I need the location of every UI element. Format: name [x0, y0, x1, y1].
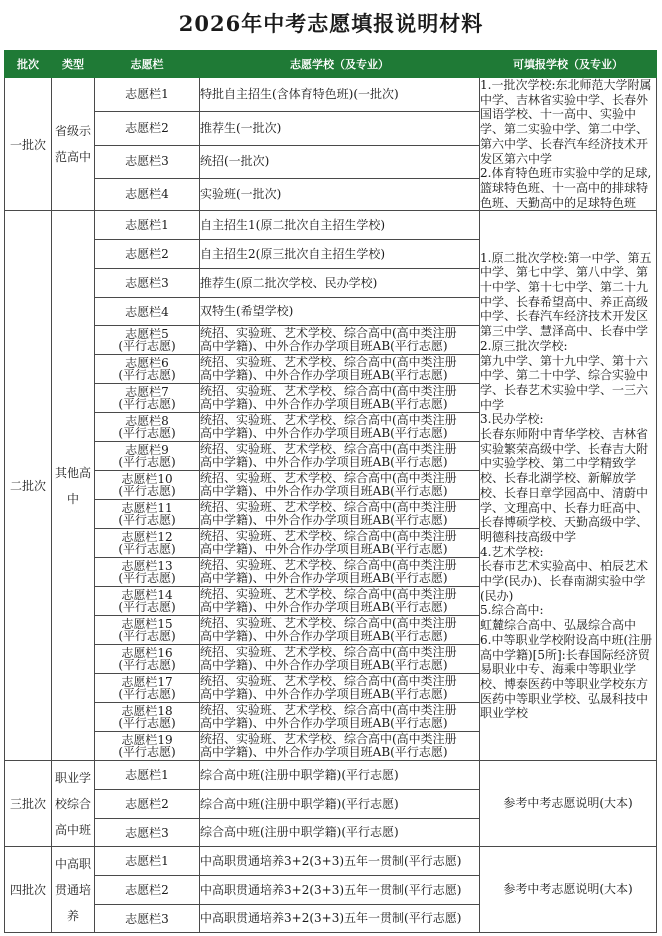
column-label: 志愿栏4 [125, 187, 169, 202]
type-cell: 中高职贯通培养 [52, 847, 95, 933]
header-type: 类型 [52, 51, 95, 78]
column-cell [95, 413, 200, 442]
school-text: 综合高中班(注册中职学籍)(平行志愿) [200, 767, 399, 782]
column-cell [95, 616, 200, 645]
school-text-line2: 高中学籍)、中外合作办学项目班AB(平行志愿) [200, 687, 448, 702]
school-cell [200, 298, 480, 326]
eligible-note: 虹麓综合高中、弘晟综合高中 [480, 618, 637, 633]
school-text-line1: 统招、实验班、艺术学校、综合高中(高中类注册 [200, 644, 457, 659]
school-text: 综合高中班(注册中职学籍)(平行志愿) [200, 825, 399, 840]
column-cell [95, 471, 200, 500]
column-label: 志愿栏7 [125, 384, 169, 399]
school-text-line1: 统招、实验班、艺术学校、综合高中(高中类注册 [200, 354, 457, 369]
table-body [5, 78, 657, 933]
batch-cell: 一批次 [5, 78, 52, 211]
header-school: 志愿学校（及专业） [200, 51, 480, 78]
column-sublabel: (平行志愿) [118, 484, 176, 499]
eligible-note: 4.艺术学校: [480, 544, 544, 559]
school-cell [200, 240, 480, 269]
school-cell [200, 645, 480, 674]
column-cell [95, 645, 200, 674]
school-cell [200, 732, 480, 761]
table-row [5, 211, 657, 240]
school-text-line2: 高中学籍)、中外合作办学项目班AB(平行志愿) [200, 513, 448, 528]
school-cell [200, 145, 480, 178]
column-sublabel: (平行志愿) [118, 571, 176, 586]
column-cell [95, 326, 200, 355]
batch-cell: 四批次 [5, 847, 52, 933]
column-label: 志愿栏10 [121, 471, 173, 486]
header-batch: 批次 [5, 51, 52, 78]
eligible-schools-cell [480, 761, 657, 847]
school-text-line1: 统招、实验班、艺术学校、综合高中(高中类注册 [200, 441, 457, 456]
column-sublabel: (平行志愿) [118, 455, 176, 470]
column-label: 志愿栏3 [125, 825, 169, 840]
column-sublabel: (平行志愿) [118, 687, 176, 702]
eligible-note: 2.原三批次学校: [480, 338, 568, 353]
column-label: 志愿栏15 [121, 616, 173, 631]
table-header-row [5, 51, 657, 78]
eligible-note: 6.中等职业学校附设高中班(注册高中学籍)[5所]:长春国际经济贸易职业中专、海乘中等职业学校、博泰医药中等职业学校东方医药中等职业学校、弘晟科技中职业学校 [480, 632, 653, 721]
column-sublabel: (平行志愿) [118, 426, 176, 441]
school-cell [200, 847, 480, 876]
column-label: 志愿栏1 [125, 854, 169, 869]
column-cell [95, 876, 200, 905]
school-text-line2: 高中学籍)、中外合作办学项目班AB(平行志愿) [200, 542, 448, 557]
eligible-note: 参考中考志愿说明(大本) [503, 882, 633, 897]
table-row [5, 761, 657, 790]
school-cell [200, 616, 480, 645]
school-cell [200, 587, 480, 616]
school-cell [200, 674, 480, 703]
school-text: 双特生(希望学校) [200, 304, 294, 319]
column-sublabel: (平行志愿) [118, 542, 176, 557]
school-text-line2: 高中学籍)、中外合作办学项目班AB(平行志愿) [200, 455, 448, 470]
eligible-note: 参考中考志愿说明(大本) [503, 796, 633, 811]
school-text: 推荐生(原二批次学校、民办学校) [200, 275, 378, 290]
column-label: 志愿栏9 [125, 442, 169, 457]
column-sublabel: (平行志愿) [118, 368, 176, 383]
school-text-line2: 高中学籍)、中外合作办学项目班AB(平行志愿) [200, 484, 448, 499]
eligible-note: 3.民办学校: [480, 412, 544, 427]
column-cell [95, 178, 200, 211]
column-label: 志愿栏1 [125, 87, 169, 102]
school-text-line1: 统招、实验班、艺术学校、综合高中(高中类注册 [200, 528, 457, 543]
column-cell [95, 732, 200, 761]
school-cell [200, 876, 480, 905]
eligible-note: 长春市艺术实验高中、柏辰艺术中学(民办)、长春南湖实验中学(民办) [480, 559, 649, 603]
column-cell [95, 674, 200, 703]
school-cell [200, 178, 480, 211]
school-cell [200, 790, 480, 819]
school-text: 自主招生2(原三批次自主招生学校) [200, 246, 385, 261]
column-cell [95, 500, 200, 529]
school-text: 综合高中班(注册中职学籍)(平行志愿) [200, 796, 399, 811]
column-label: 志愿栏3 [125, 276, 169, 291]
school-text: 自主招生1(原二批次自主招生学校) [200, 217, 385, 232]
page-title: 2026年中考志愿填报说明材料 [178, 11, 484, 36]
column-label: 志愿栏6 [125, 355, 169, 370]
column-label: 志愿栏2 [125, 121, 169, 136]
school-text-line2: 高中学籍)、中外合作办学项目班AB(平行志愿) [200, 426, 448, 441]
eligible-schools-cell [480, 211, 657, 761]
column-cell [95, 442, 200, 471]
column-sublabel: (平行志愿) [118, 745, 176, 760]
school-text-line2: 高中学籍)、中外合作办学项目班AB(平行志愿) [200, 368, 448, 383]
school-cell [200, 529, 480, 558]
school-text-line2: 高中学籍)、中外合作办学项目班AB(平行志愿) [200, 658, 448, 673]
type-cell: 省级示范高中 [52, 78, 95, 211]
school-text-line1: 统招、实验班、艺术学校、综合高中(高中类注册 [200, 673, 457, 688]
column-label: 志愿栏13 [121, 558, 173, 573]
eligible-note: 1.一批次学校:东北师范大学附属中学、吉林省实验中学、长春外国语学校、十一高中、实验中学、第二实验中学、第二中学、第六中学、长春汽车经济技术开发区第六中学 [480, 78, 652, 166]
column-label: 志愿栏2 [125, 883, 169, 898]
school-text-line1: 统招、实验班、艺术学校、综合高中(高中类注册 [200, 325, 457, 340]
school-cell [200, 500, 480, 529]
column-cell [95, 269, 200, 298]
school-text: 中高职贯通培养3+2(3+3)五年一贯制(平行志愿) [200, 882, 462, 897]
school-cell [200, 442, 480, 471]
school-text-line2: 高中学籍)、中外合作办学项目班AB(平行志愿) [200, 600, 448, 615]
volunteer-table [4, 50, 657, 933]
column-cell [95, 587, 200, 616]
column-label: 志愿栏14 [121, 587, 173, 602]
column-cell [95, 761, 200, 790]
column-cell [95, 905, 200, 933]
batch-cell: 三批次 [5, 761, 52, 847]
column-label: 志愿栏3 [125, 911, 169, 926]
school-text-line1: 统招、实验班、艺术学校、综合高中(高中类注册 [200, 557, 457, 572]
column-sublabel: (平行志愿) [118, 397, 176, 412]
eligible-note: 5.综合高中: [480, 603, 544, 618]
table-row [5, 847, 657, 876]
school-text: 推荐生(一批次) [200, 120, 282, 135]
column-label: 志愿栏17 [121, 674, 173, 689]
column-cell [95, 384, 200, 413]
eligible-schools-cell [480, 78, 657, 211]
school-text-line2: 高中学籍)、中外合作办学项目班AB(平行志愿) [200, 629, 448, 644]
school-cell [200, 78, 480, 112]
column-label: 志愿栏8 [125, 413, 169, 428]
school-text-line2: 高中学籍)、中外合作办学项目班AB(平行志愿) [200, 397, 448, 412]
school-cell [200, 384, 480, 413]
eligible-schools-cell [480, 847, 657, 933]
column-cell [95, 355, 200, 384]
school-text: 统招(一批次) [200, 153, 270, 168]
school-text-line2: 高中学籍)、中外合作办学项目班AB(平行志愿) [200, 571, 448, 586]
school-text-line1: 统招、实验班、艺术学校、综合高中(高中类注册 [200, 470, 457, 485]
school-cell [200, 355, 480, 384]
column-cell [95, 211, 200, 240]
school-cell [200, 471, 480, 500]
school-cell [200, 211, 480, 240]
column-sublabel: (平行志愿) [118, 513, 176, 528]
column-cell [95, 298, 200, 326]
school-cell [200, 761, 480, 790]
table-row [5, 78, 657, 112]
header-column: 志愿栏 [95, 51, 200, 78]
school-cell [200, 326, 480, 355]
batch-cell: 二批次 [5, 211, 52, 761]
type-cell: 其他高中 [52, 211, 95, 761]
school-text: 实验班(一批次) [200, 186, 282, 201]
column-sublabel: (平行志愿) [118, 600, 176, 615]
column-label: 志愿栏18 [121, 703, 173, 718]
column-label: 志愿栏4 [125, 304, 169, 319]
school-text-line1: 统招、实验班、艺术学校、综合高中(高中类注册 [200, 383, 457, 398]
column-cell [95, 703, 200, 732]
column-cell [95, 529, 200, 558]
column-cell [95, 240, 200, 269]
school-text-line1: 统招、实验班、艺术学校、综合高中(高中类注册 [200, 702, 457, 717]
column-label: 志愿栏12 [121, 529, 173, 544]
column-label: 志愿栏1 [125, 768, 169, 783]
school-text: 特批自主招生(含体育特色班)(一批次) [200, 86, 399, 101]
type-cell: 职业学校综合高中班 [52, 761, 95, 847]
header-eligible: 可填报学校（及专业） [480, 51, 657, 78]
column-cell [95, 558, 200, 587]
column-label: 志愿栏1 [125, 218, 169, 233]
school-cell [200, 111, 480, 145]
column-sublabel: (平行志愿) [118, 629, 176, 644]
school-text-line1: 统招、实验班、艺术学校、综合高中(高中类注册 [200, 615, 457, 630]
column-label: 志愿栏3 [125, 154, 169, 169]
eligible-note: 1.原二批次学校:第一中学、第五中学、第七中学、第八中学、第十中学、第十七中学、第二十九中学、长春希望高中、养正高级中学、长春汽车经济技术开发区第三中学、慧泽高中、长春中学 [480, 250, 652, 339]
eligible-note: 第九中学、第十九中学、第十六中学、第二十中学、综合实验中学、长春艺术实验中学、一三六中学 [480, 353, 649, 412]
school-cell [200, 819, 480, 847]
school-text-line1: 统招、实验班、艺术学校、综合高中(高中类注册 [200, 586, 457, 601]
column-sublabel: (平行志愿) [118, 658, 176, 673]
school-text-line2: 高中学籍)、中外合作办学项目班AB(平行志愿) [200, 745, 448, 760]
school-text-line1: 统招、实验班、艺术学校、综合高中(高中类注册 [200, 499, 457, 514]
school-text-line1: 统招、实验班、艺术学校、综合高中(高中类注册 [200, 412, 457, 427]
column-cell [95, 78, 200, 112]
eligible-note: 2.体育特色班市实验中学的足球,篮球特色班、十一高中的排球特色班、天勤高中的足球特色班 [480, 166, 652, 210]
school-cell [200, 703, 480, 732]
school-text-line2: 高中学籍)、中外合作办学项目班AB(平行志愿) [200, 716, 448, 731]
column-cell [95, 145, 200, 178]
eligible-note: 长春东师附中青华学校、吉林省实验繁荣高级中学、长春吉大附中实验学校、第二中学精致学校、长春北湖学校、新解放学校、长春日章学园高中、清蔚中学、文理高中、长春力旺高中、长春博硕学校、天勤高级中学、明德科技高级中学 [480, 427, 649, 544]
column-label: 志愿栏2 [125, 797, 169, 812]
column-cell [95, 111, 200, 145]
column-cell [95, 847, 200, 876]
column-sublabel: (平行志愿) [118, 716, 176, 731]
school-text-line2: 高中学籍)、中外合作办学项目班AB(平行志愿) [200, 339, 448, 354]
column-label: 志愿栏2 [125, 247, 169, 262]
school-cell [200, 413, 480, 442]
school-cell [200, 905, 480, 933]
column-label: 志愿栏19 [121, 732, 173, 747]
school-cell [200, 269, 480, 298]
column-cell [95, 790, 200, 819]
column-label: 志愿栏5 [125, 326, 169, 341]
column-label: 志愿栏11 [121, 500, 173, 515]
school-text: 中高职贯通培养3+2(3+3)五年一贯制(平行志愿) [200, 911, 462, 926]
column-cell [95, 819, 200, 847]
school-text: 中高职贯通培养3+2(3+3)五年一贯制(平行志愿) [200, 853, 462, 868]
school-cell [200, 558, 480, 587]
column-label: 志愿栏16 [121, 645, 173, 660]
school-text-line1: 统招、实验班、艺术学校、综合高中(高中类注册 [200, 731, 457, 746]
column-sublabel: (平行志愿) [118, 339, 176, 354]
